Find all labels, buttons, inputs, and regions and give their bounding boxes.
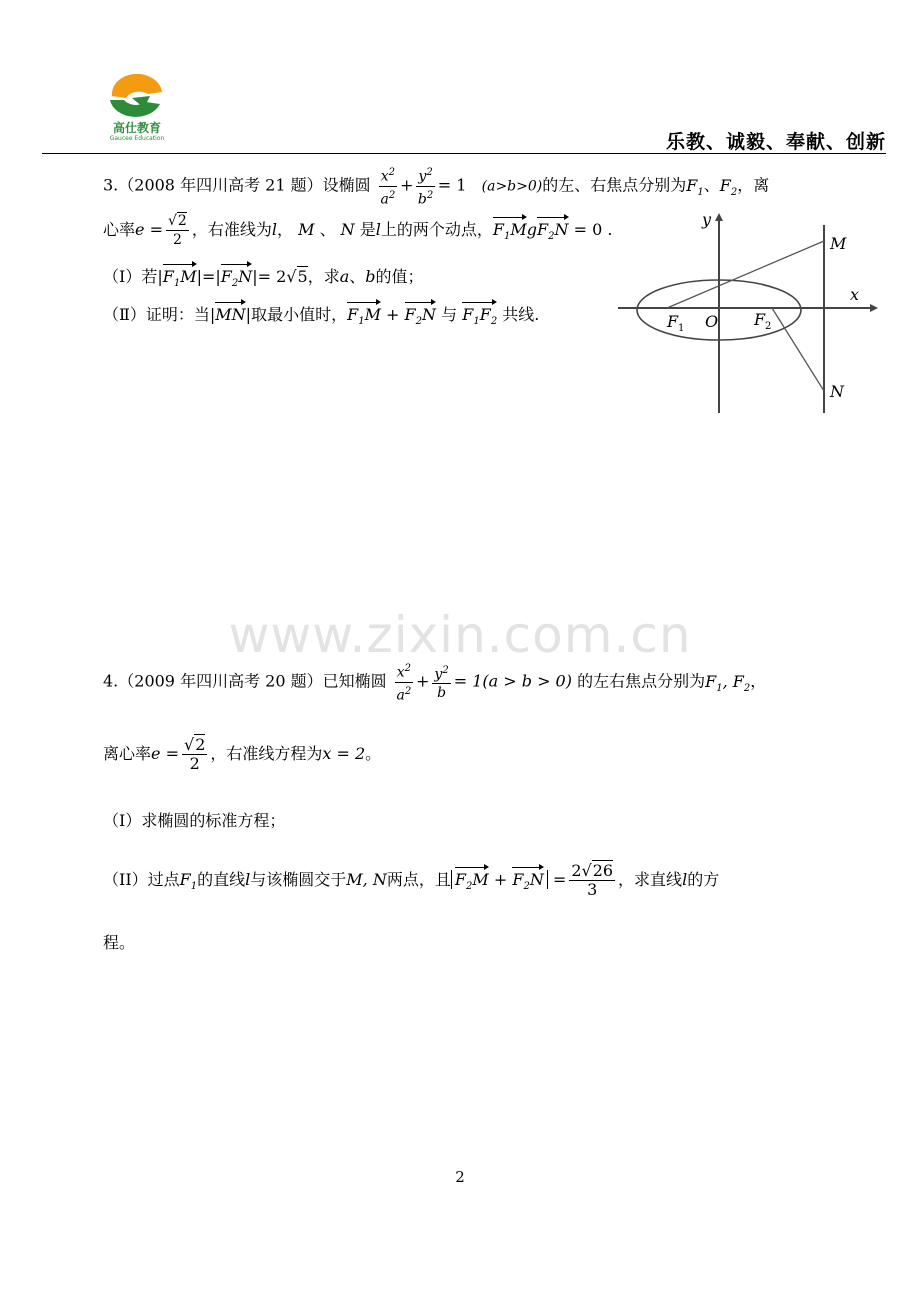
q4-line2: 离心率e = $\frac{√2}{2}$ ，右准线方程为x = 2。 bbox=[103, 735, 382, 773]
q3-mid-text: 的左、右焦点分别为 bbox=[542, 175, 687, 195]
q3-condition: (a>b>0) bbox=[481, 178, 543, 195]
q4-intro: 已知椭圆 bbox=[322, 671, 387, 691]
q4-part2-points: 两点，且 bbox=[386, 870, 451, 889]
q4-directrix-text: ，右准线方程为 bbox=[210, 744, 323, 763]
label-x: x bbox=[850, 285, 860, 304]
q3-part1-ask: ，求 bbox=[307, 267, 340, 286]
q3-part1-label: （Ⅰ）若 bbox=[103, 267, 158, 286]
label-f2: F bbox=[754, 310, 766, 329]
q3-comma: ， bbox=[276, 220, 293, 239]
q4-part2-cont: 程。 bbox=[103, 933, 136, 952]
ellipse-diagram bbox=[612, 205, 882, 420]
q4-ecc-label: 离心率 bbox=[103, 744, 152, 763]
header-motto: 乐教、诚毅、奉献、创新 bbox=[665, 131, 886, 153]
q4-mid-text: 的左右焦点分别为 bbox=[577, 671, 706, 691]
q3-part1-end: 的值； bbox=[375, 267, 424, 286]
q3-sep2: 、 bbox=[319, 220, 336, 239]
q4-end-text: ， bbox=[750, 671, 767, 691]
q3-part2: （Ⅱ）证明：当|MN|取最小值时，$F_1M + F_2N$ 与 $F_1F_2$ 共线. bbox=[103, 300, 539, 327]
q3-ecc-frac: $\frac{√2}{2}$ bbox=[167, 213, 187, 248]
q3-line2: 心率e = $\frac{√2}{2}$ ，右准线为l， M 、 N 是l上的两个动点，$F_1MgF_2N = 0$ . bbox=[103, 213, 613, 248]
label-origin: O bbox=[705, 312, 719, 331]
q3-part2-end: 共线. bbox=[502, 305, 540, 324]
label-m: M bbox=[830, 234, 847, 253]
q4-part2: （II）过点$F_1$的直线l与该椭圆交于M, N两点，且 $F_2M + F_2N$ = $\frac{2√26}{3}$ ，求直线l的方 bbox=[103, 861, 720, 899]
q3-part1: （Ⅰ）若$|F_1M|=|F_2N|= 2√5$，求a、b的值； bbox=[103, 262, 424, 289]
q4-part2-end: 的方 bbox=[687, 870, 720, 889]
q3-part1-sep: 、 bbox=[349, 267, 366, 286]
q4-part1: （I）求椭圆的标准方程； bbox=[103, 811, 286, 830]
q4-line1: 4.（2009 年四川高考 20 题）已知椭圆 $\frac{x^2}{a^2}$ + $\frac{y^2}{b}$ = 1(a > b > 0) 的左右焦点分别为$F_1$, $F_2$， bbox=[103, 660, 766, 704]
q4-length-frac: $\frac{2√26}{3}$ bbox=[571, 861, 614, 899]
label-f1: F bbox=[667, 312, 679, 331]
q4-part2-intersect: 与该椭圆交于 bbox=[250, 870, 347, 889]
q4-part2-ask: ，求直线 bbox=[618, 870, 683, 889]
q3-moving-points: 上的两个动点， bbox=[380, 220, 493, 239]
q3-frac-y: $\frac{y^2}{b^2}$ bbox=[416, 164, 434, 208]
label-f2-sub: 2 bbox=[765, 321, 772, 332]
q4-source: （2009 年四川高考 20 题） bbox=[118, 671, 323, 691]
logo-subtext: Gaucee Education bbox=[109, 135, 165, 142]
q3-part2-with: 与 bbox=[441, 305, 458, 324]
label-f1-sub: 1 bbox=[678, 323, 685, 334]
q3-number: 3. bbox=[103, 175, 119, 195]
q4-condition: = 1(a > b > 0) bbox=[453, 671, 572, 691]
q3-part2-label: （Ⅱ）证明：当 bbox=[103, 305, 210, 324]
q3-ecc-label: 心率 bbox=[103, 220, 136, 239]
q3-end-text: ，离 bbox=[737, 175, 770, 195]
logo-text: 高仕教育 bbox=[112, 121, 161, 135]
q3-directrix-text: ，右准线为 bbox=[191, 220, 272, 239]
q3-eq-zero: = 0 . bbox=[573, 220, 613, 239]
q3-source: （2008 年四川高考 21 题） bbox=[118, 175, 323, 195]
header-rule bbox=[42, 153, 886, 154]
q3-sep: 、 bbox=[703, 175, 720, 195]
q3-part2-min: 取最小值时， bbox=[251, 305, 348, 324]
q4-ecc-frac: $\frac{√2}{2}$ bbox=[183, 735, 206, 773]
page-number: 2 bbox=[455, 1168, 465, 1186]
q3-shi: 是 bbox=[359, 220, 376, 239]
q3-frac-x: $\frac{x^2}{a^2}$ bbox=[379, 164, 397, 208]
q3-intro: 设椭圆 bbox=[322, 175, 371, 195]
q4-frac-y: $\frac{y^2}{b}$ bbox=[432, 662, 450, 703]
q3-line1: 3.（2008 年四川高考 21 题）设椭圆 $\frac{x^2}{a^2}$ + $\frac{y^2}{b^2}$ = 1 (a>b>0)的左、右焦点分别为$F_1$、$F_2$，离 bbox=[103, 164, 769, 208]
logo-icon bbox=[104, 74, 170, 124]
label-y: y bbox=[702, 210, 712, 229]
y-axis-arrow bbox=[715, 213, 723, 221]
q4-part2-line: 的直线 bbox=[197, 870, 246, 889]
segment-f1-m bbox=[667, 241, 824, 308]
label-n: N bbox=[830, 382, 844, 401]
segment-f2-n bbox=[772, 308, 824, 391]
q4-period: 。 bbox=[365, 744, 382, 763]
q4-frac-x: $\frac{x^2}{a^2}$ bbox=[395, 660, 413, 704]
q4-directrix-eq: x = 2 bbox=[322, 744, 366, 763]
q4-part2-label: （II）过点 bbox=[103, 870, 180, 889]
x-axis-arrow bbox=[870, 304, 878, 312]
q4-number: 4. bbox=[103, 671, 119, 691]
watermark: www.zixin.com.cn bbox=[228, 606, 692, 664]
